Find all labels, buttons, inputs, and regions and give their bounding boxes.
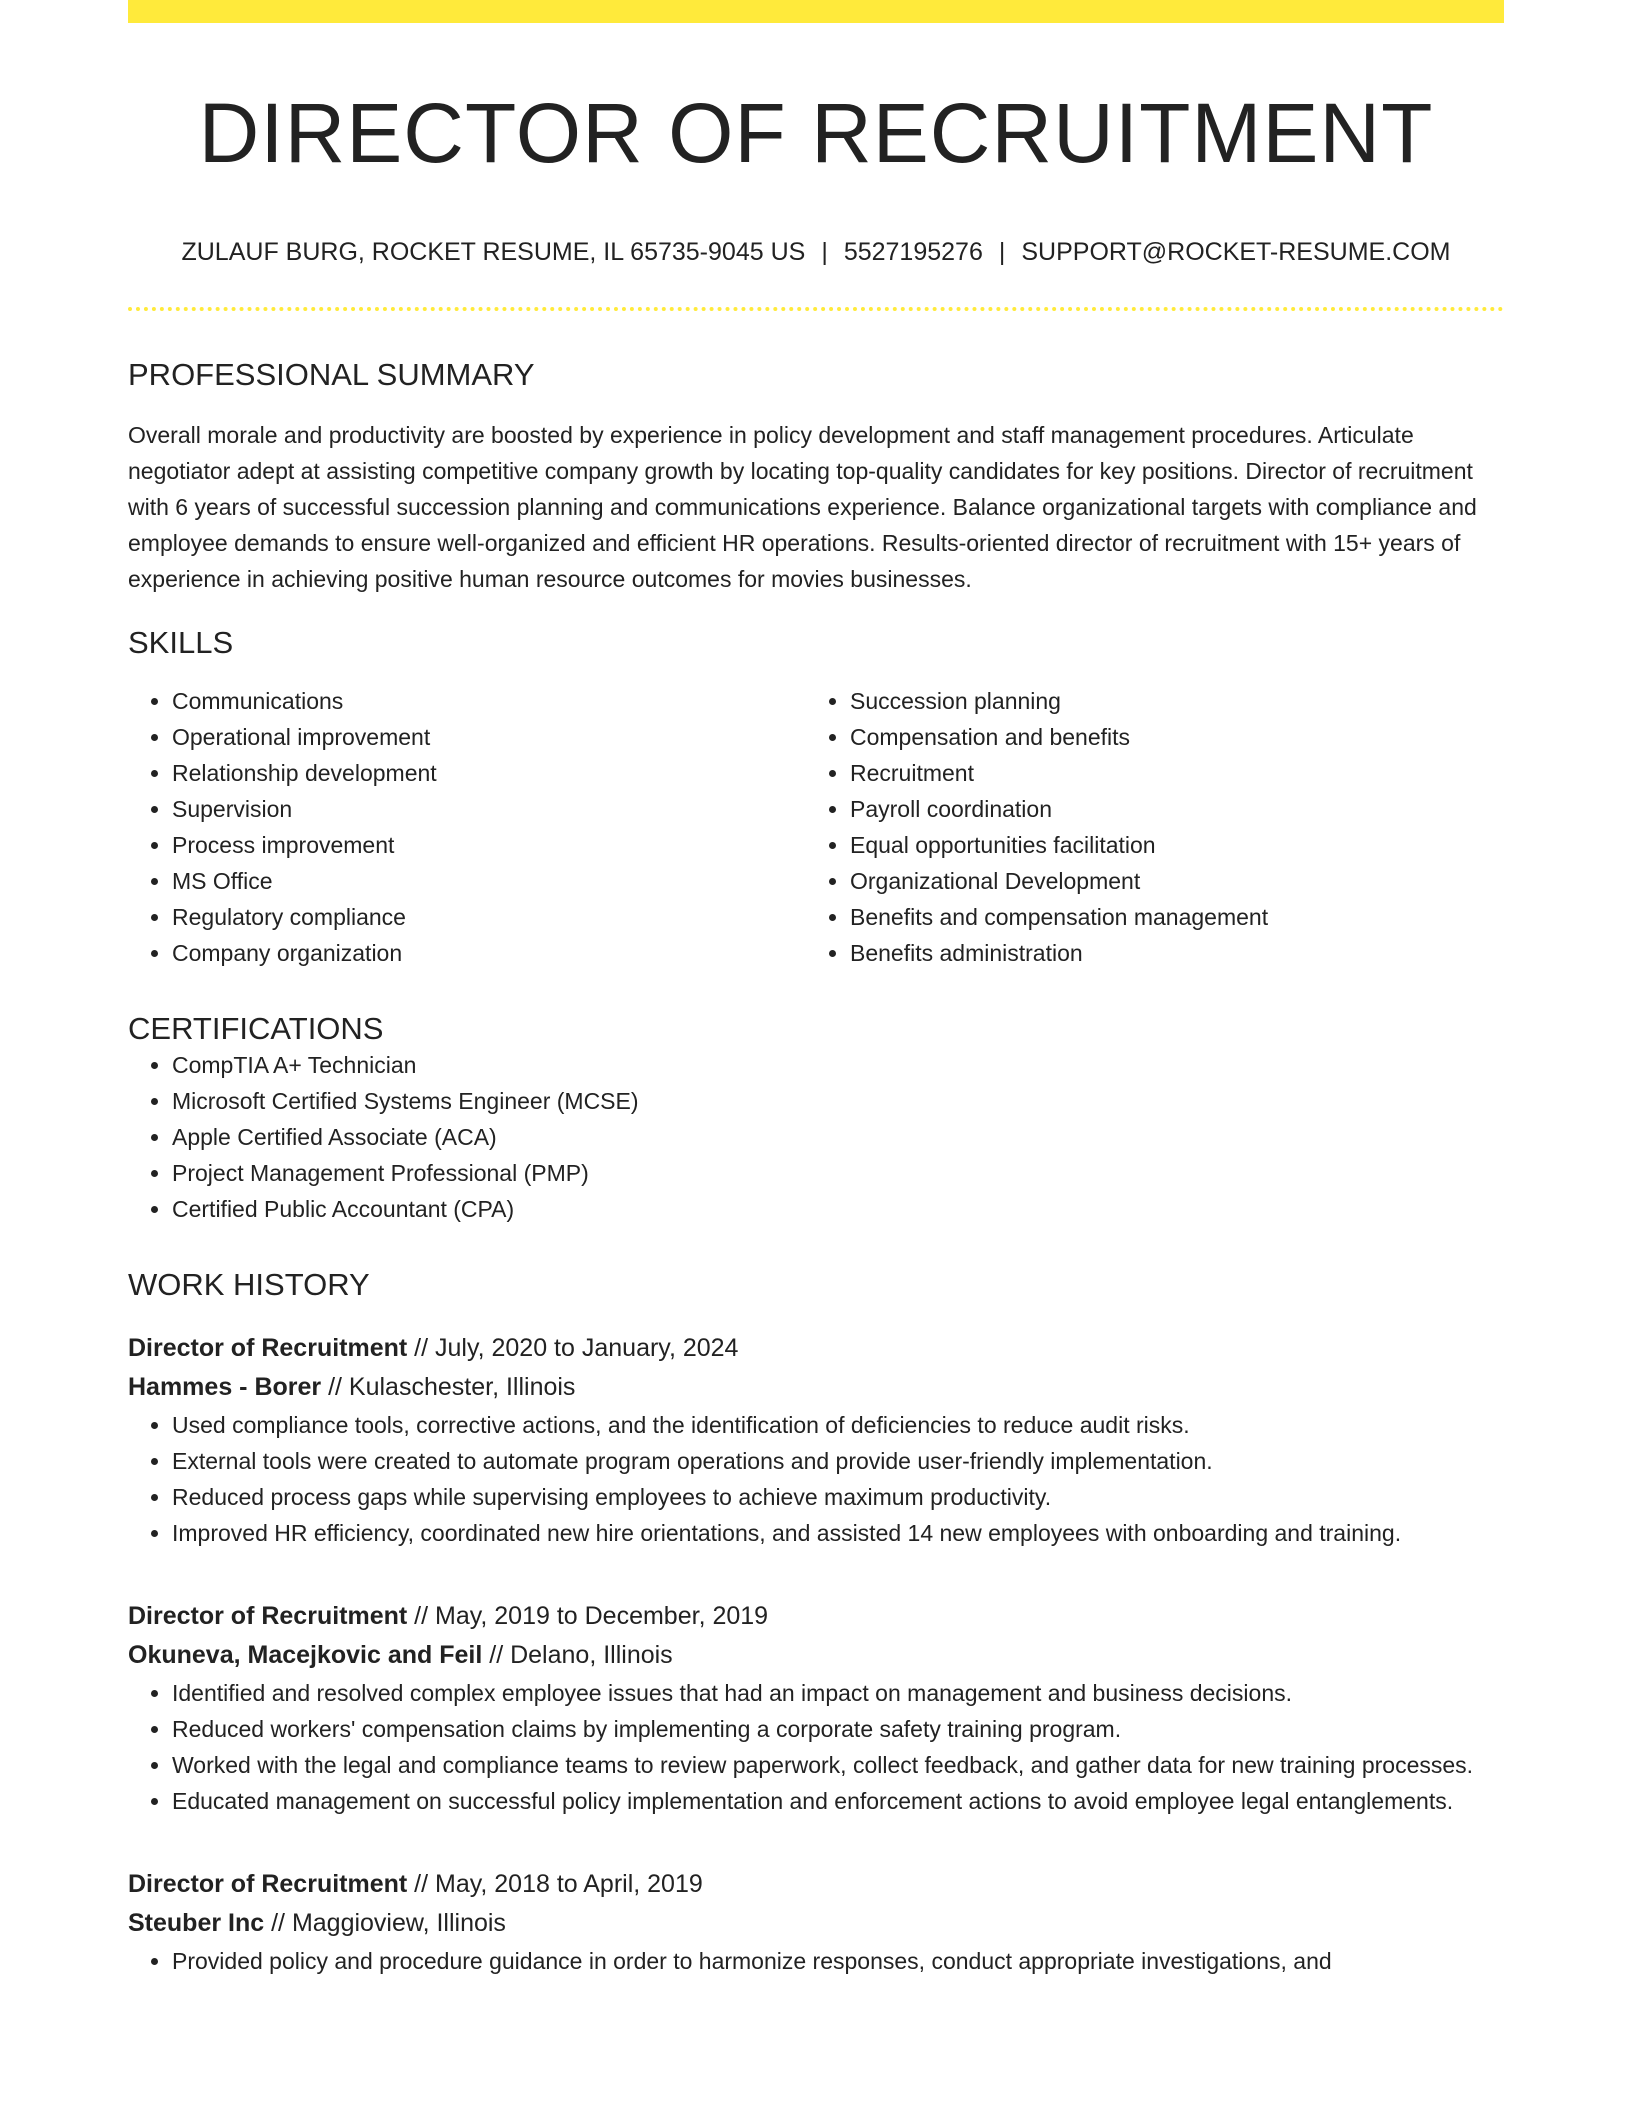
job-bullet: • Reduced workers' compensation claims by implementing a corporate safety training program. [172, 1711, 1504, 1747]
accent-top-bar [128, 0, 1504, 23]
job-title-line [128, 1329, 1504, 1368]
job-bullets [128, 1407, 1504, 1551]
job-bullet: • Educated management on successful policy implementation and enforcement actions to avoid employee legal entanglements. [172, 1783, 1504, 1819]
contact-address: ZULAUF BURG, ROCKET RESUME, IL 65735-9045 US [181, 238, 806, 266]
skill-item: • Regulatory compliance [172, 899, 806, 935]
resume-title: DIRECTOR OF RECRUITMENT [198, 86, 1434, 180]
skill-item: • Payroll coordination [850, 791, 1484, 827]
skill-item: • Process improvement [172, 827, 806, 863]
job-bullet: • Reduced process gaps while supervising employees to achieve maximum productivity. [172, 1479, 1504, 1515]
skill-item: • Supervision [172, 791, 806, 827]
job-dates: // May, 2019 to December, 2019 [407, 1602, 769, 1630]
job-location: // Kulaschester, Illinois [321, 1373, 576, 1401]
job-title-line [128, 1597, 1504, 1636]
resume-content [128, 23, 1504, 1979]
job-dates: // May, 2018 to April, 2019 [407, 1870, 703, 1898]
job-bullets [128, 1675, 1504, 1819]
job-title: Director of Recruitment [128, 1870, 408, 1898]
dotted-divider [128, 307, 1504, 311]
certification-item: • Apple Certified Associate (ACA) [172, 1119, 1504, 1155]
job-bullet: • Worked with the legal and compliance teams to review paperwork, collect feedback, and gather data for new training processes. [172, 1747, 1504, 1783]
job-entry [128, 1597, 1504, 1819]
skill-item: • Communications [172, 683, 806, 719]
skill-item: • Company organization [172, 935, 806, 971]
skills-grid [128, 683, 1504, 971]
job-title: Director of Recruitment [128, 1334, 408, 1362]
skill-item: • MS Office [172, 863, 806, 899]
certifications-heading: CERTIFICATIONS [128, 1011, 384, 1046]
contact-separator: | [998, 238, 1006, 266]
job-bullet: • Provided policy and procedure guidance in order to harmonize responses, conduct appropriate investigations, and [172, 1943, 1504, 1979]
skill-item: • Benefits and compensation management [850, 899, 1484, 935]
job-bullet: • Used compliance tools, corrective actions, and the identification of deficiencies to reduce audit risks. [172, 1407, 1504, 1443]
job-bullet: • Identified and resolved complex employee issues that had an impact on management and business decisions. [172, 1675, 1504, 1711]
certifications-list [128, 1047, 1504, 1227]
job-bullet: • Improved HR efficiency, coordinated new hire orientations, and assisted 14 new employees with onboarding and training. [172, 1515, 1504, 1551]
skill-item: • Compensation and benefits [850, 719, 1484, 755]
skills-list-left [128, 683, 806, 971]
skill-item: • Equal opportunities facilitation [850, 827, 1484, 863]
skills-heading: SKILLS [128, 625, 234, 660]
skill-item: • Recruitment [850, 755, 1484, 791]
job-company: Steuber Inc [128, 1909, 265, 1937]
skill-item: • Succession planning [850, 683, 1484, 719]
job-title: Director of Recruitment [128, 1602, 408, 1630]
job-entry [128, 1329, 1504, 1551]
certification-item: • CompTIA A+ Technician [172, 1047, 1504, 1083]
contact-phone: 5527195276 [843, 238, 983, 266]
job-location: // Maggioview, Illinois [264, 1909, 506, 1937]
contact-email: SUPPORT@ROCKET-RESUME.COM [1021, 238, 1451, 266]
job-bullets [128, 1943, 1504, 1979]
skill-item: • Relationship development [172, 755, 806, 791]
certification-item: • Project Management Professional (PMP) [172, 1155, 1504, 1191]
job-company-line [128, 1636, 1504, 1675]
contact-line [128, 237, 1504, 267]
summary-heading: PROFESSIONAL SUMMARY [128, 357, 535, 392]
skill-item: • Organizational Development [850, 863, 1484, 899]
skills-list-right [806, 683, 1484, 971]
work-history-heading: WORK HISTORY [128, 1267, 370, 1302]
job-company-line [128, 1368, 1504, 1407]
skill-item: • Operational improvement [172, 719, 806, 755]
skill-item: • Benefits administration [850, 935, 1484, 971]
job-company: Okuneva, Macejkovic and Feil [128, 1641, 483, 1669]
job-entry [128, 1865, 1504, 1979]
contact-separator: | [821, 238, 828, 266]
job-company: Hammes - Borer [128, 1373, 322, 1401]
job-dates: // July, 2020 to January, 2024 [407, 1334, 739, 1362]
job-title-line [128, 1865, 1504, 1904]
summary-text: Overall morale and productivity are boosted by experience in policy development and staff management procedures. Articulate negotiator adept at assisting competitive company growth by locating top-quality candidates for key positions. Director of recruitment with 6 years of successful succession planning and communications experience. Balance organizational targets with compliance and employee demands to ensure well-organized and efficient HR operations. Results-oriented director of recruitment with 15+ years of experience in achieving positive human resource outcomes for movies businesses. [128, 422, 1477, 592]
job-company-line [128, 1904, 1504, 1943]
job-location: // Delano, Illinois [482, 1641, 673, 1669]
certification-item: • Certified Public Accountant (CPA) [172, 1191, 1504, 1227]
job-bullet: • External tools were created to automate program operations and provide user-friendly implementation. [172, 1443, 1504, 1479]
certification-item: • Microsoft Certified Systems Engineer (MCSE) [172, 1083, 1504, 1119]
